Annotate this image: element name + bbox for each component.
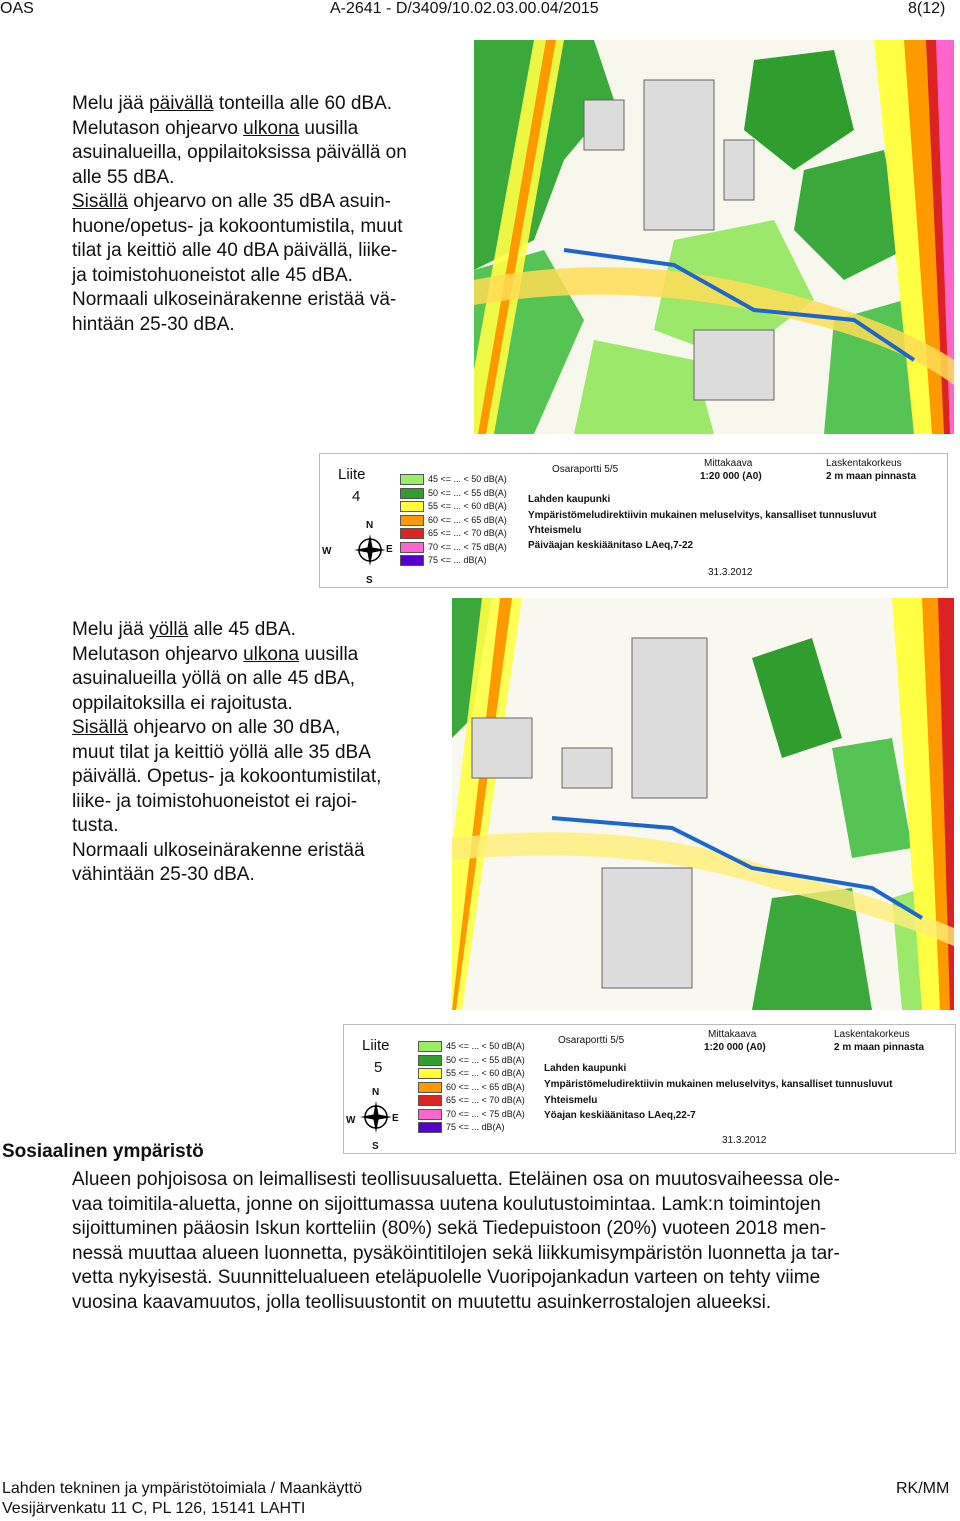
legend-swatch	[400, 542, 424, 553]
legend-range-label: 75 <= ... dB(A)	[428, 555, 487, 565]
legend-range-label: 55 <= ... < 60 dB(A)	[446, 1068, 525, 1078]
legend-swatch	[400, 528, 424, 539]
legend-range-label: 50 <= ... < 55 dB(A)	[428, 487, 507, 498]
legend-swatch	[418, 1055, 442, 1066]
legend-swatch	[418, 1068, 442, 1079]
legend-range-label: 75 <= ... dB(A)	[446, 1122, 505, 1132]
legend-swatch	[400, 515, 424, 526]
legend-range-label: 65 <= ... < 70 dB(A)	[428, 528, 507, 538]
legend-liite-number: 5	[374, 1059, 383, 1076]
legend-swatch	[418, 1109, 442, 1120]
legend-range-label: 70 <= ... < 75 dB(A)	[428, 541, 507, 552]
legend-liite-label: Liite	[338, 466, 366, 483]
header-left: OAS	[0, 0, 34, 17]
night-noise-map	[452, 598, 954, 1010]
legend-liite-number: 4	[352, 488, 361, 505]
day-map-legend: Liite 4 N E S W Osaraportti 5/5 Mittakaava 1:20 000 (A0) Laskentakorkeus 2 m maan pinnasta Lahden kaupunki Ympäristömeludirektiivin mukainen meluselvitys, kansalliset tunnusluvut Yhteismelu Päiväajan keskiäänitaso LAeq,7-22 31.3.2012 45 <= ... < 50 dB(A) 50 <= ... < 55 dB(A) 55 <= ... < 60 dB(A) 60 <= ... < 65 dB(A) 65 <= ... < 70 dB(A) 70 <= ... < 75 dB(A) 75 <= ... dB(A)	[319, 453, 948, 588]
legend-map-title: Päiväajan keskiäänitaso LAeq,7-22	[528, 540, 694, 551]
legend-range-label: 60 <= ... < 65 dB(A)	[446, 1081, 525, 1092]
day-noise-text: Melu jää päivällä tonteilla alle 60 dBA. Melutason ohjearvo ulkona uusilla asuinalueilla, oppilaitoksissa päivällä on alle 55 dBA. Sisällä ohjearvo on alle 35 dBA asuin- huone/opetus- ja kokoontumistila, muut tilat ja keittiö alle 40 dBA päivällä, liike- ja toimistohuoneistot alle 45 dBA. Normaali ulkoseinärakenne eristää vä- hintään 25-30 dBA.	[72, 93, 407, 335]
legend-range-label: 60 <= ... < 65 dB(A)	[428, 514, 507, 525]
footer-address: Vesijärvenkatu 11 C, PL 126, 15141 LAHTI	[2, 1500, 306, 1517]
legend-swatch	[418, 1095, 442, 1106]
legend-swatch	[418, 1082, 442, 1093]
page-header	[0, 0, 960, 22]
header-page-number: 8(12)	[908, 0, 946, 17]
legend-map-title: Yöajan keskiäänitaso LAeq,22-7	[544, 1110, 696, 1121]
legend-range-label: 65 <= ... < 70 dB(A)	[446, 1095, 525, 1105]
footer-organization: Lahden tekninen ja ympäristötoimiala / Maankäyttö	[2, 1480, 363, 1497]
legend-swatch	[418, 1041, 442, 1052]
header-document-id: A-2641 - D/3409/10.02.03.00.04/2015	[330, 0, 599, 17]
legend-range-label: 55 <= ... < 60 dB(A)	[428, 501, 507, 511]
section-heading: Sosiaalinen ympäristö	[2, 1141, 204, 1162]
legend-range-label: 45 <= ... < 50 dB(A)	[446, 1041, 525, 1051]
legend-range-label: 70 <= ... < 75 dB(A)	[446, 1108, 525, 1119]
legend-range-label: 45 <= ... < 50 dB(A)	[428, 474, 507, 484]
day-noise-map	[474, 40, 954, 434]
legend-liite-label: Liite	[362, 1037, 390, 1054]
legend-swatch	[400, 488, 424, 499]
footer-initials: RK/MM	[896, 1480, 950, 1497]
night-noise-text: Melu jää yöllä alle 45 dBA. Melutason ohjearvo ulkona uusilla asuinalueilla yöllä on alle 45 dBA, oppilaitoksilla ei rajoitusta. Sisällä ohjearvo on alle 30 dBA, muut tilat ja keittiö yöllä alle 35 dBA päivällä. Opetus- ja kokoontumistilat, liike- ja toimistohuoneistot ei rajoi- tusta. Normaali ulkoseinärakenne eristää vähintään 25-30 dBA.	[72, 619, 382, 885]
legend-swatch	[400, 474, 424, 485]
legend-swatch	[400, 501, 424, 512]
night-map-legend: Liite 5 N E S W Osaraportti 5/5 Mittakaava 1:20 000 (A0) Laskentakorkeus 2 m maan pinnasta Lahden kaupunki Ympäristömeludirektiivin mukainen meluselvitys, kansalliset tunnusluvut Yhteismelu Yöajan keskiäänitaso LAeq,22-7 31.3.2012 45 <= ... < 50 dB(A) 50 <= ... < 55 dB(A) 55 <= ... < 60 dB(A) 60 <= ... < 65 dB(A) 65 <= ... < 70 dB(A) 70 <= ... < 75 dB(A) 75 <= ... dB(A)	[343, 1024, 956, 1154]
legend-swatch	[400, 555, 424, 566]
legend-swatch	[418, 1122, 442, 1133]
social-environment-text: Alueen pohjoisosa on leimallisesti teollisuusaluetta. Eteläinen osa on muutosvaiheessa ole- vaa toimitila-aluetta, jonne on sijoittumassa uutena koulutustoimintaa. Lamk:n toimintojen sijoittuminen pääosin Iskun kortteliin (80%) sekä Tiedepuistoon (20%) vuoteen 2018 men- nessä muuttaa alueen luonnetta, pysäköintitilojen sekä liikkumisympäristön luonnetta ja tar- vetta nykyisestä. Suunnittelualueen eteläpuolelle Vuoripojankadun varteen on tehty viime vuosina kaavamuutos, jolla teollisuustontit on muutettu asuinkerrostalojen alueeksi.	[72, 1169, 840, 1313]
legend-range-label: 50 <= ... < 55 dB(A)	[446, 1054, 525, 1065]
